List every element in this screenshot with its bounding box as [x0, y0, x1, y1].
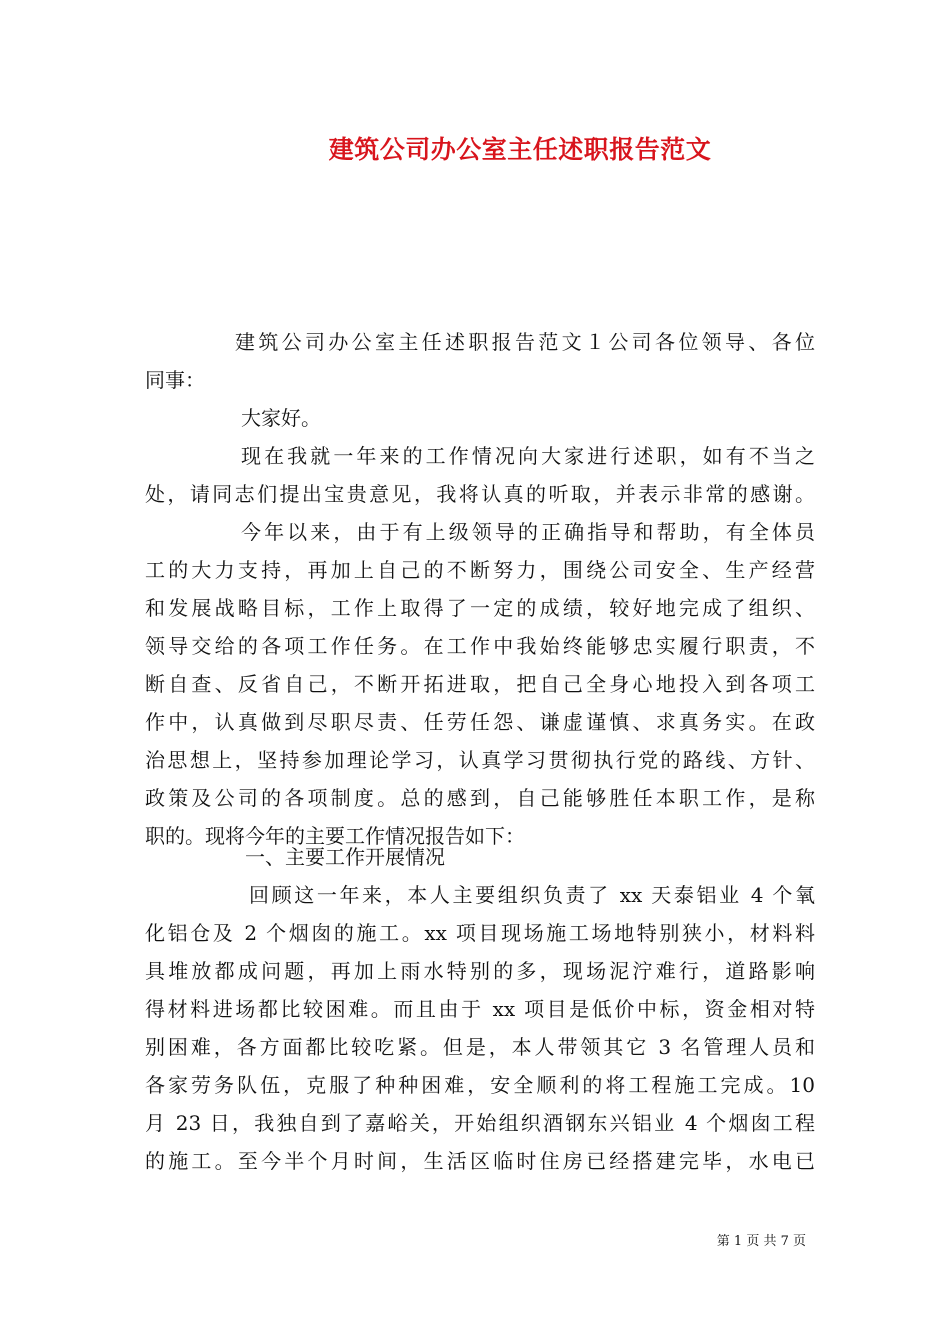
- paragraph-line: 领导交给的各项工作任务。在工作中我始终能够忠实履行职责，不: [145, 634, 815, 658]
- page-number: 第 1 页 共 7 页: [716, 1234, 806, 1249]
- paragraph-line: 作中，认真做到尽职尽责、任劳任怨、谦虚谨慎、求真务实。在政: [145, 710, 815, 734]
- paragraph-line: 职的。现将今年的主要工作情况报告如下：: [145, 824, 525, 848]
- paragraph-line: 化铝仓及 2 个烟囱的施工。xx 项目现场施工场地特别狭小，材料料: [145, 921, 815, 945]
- paragraph-line: 同事：: [145, 368, 205, 392]
- paragraph-line: 和发展战略目标，工作上取得了一定的成绩，较好地完成了组织、: [145, 596, 815, 620]
- paragraph-line: 现在我就一年来的工作情况向大家进行述职，如有不当之: [241, 444, 815, 468]
- paragraph-line: 各家劳务队伍，克服了种种困难，安全顺利的将工程施工完成。10: [145, 1073, 815, 1097]
- paragraph-line: 的施工。至今半个月时间，生活区临时住房已经搭建完毕，水电已: [145, 1149, 815, 1173]
- document-title: 建筑公司办公室主任述职报告范文: [328, 135, 712, 164]
- paragraph-line: 回顾这一年来，本人主要组织负责了 xx 天泰铝业 4 个氧: [249, 883, 815, 907]
- paragraph-line: 建筑公司办公室主任述职报告范文１公司各位领导、各位: [235, 330, 815, 354]
- paragraph-line: 治思想上，坚持参加理论学习，认真学习贯彻执行党的路线、方针、: [145, 748, 815, 772]
- paragraph-line: 断自查、反省自己，不断开拓进取，把自己全身心地投入到各项工: [145, 672, 815, 696]
- paragraph-line: 月 23 日，我独自到了嘉峪关，开始组织酒钢东兴铝业 4 个烟囱工程: [145, 1111, 815, 1135]
- paragraph-line: 具堆放都成问题，再加上雨水特别的多，现场泥泞难行，道路影响: [145, 959, 815, 983]
- paragraph-line: 今年以来，由于有上级领导的正确指导和帮助，有全体员: [241, 520, 815, 544]
- paragraph-line: 别困难，各方面都比较吃紧。但是，本人带领其它 3 名管理人员和: [145, 1035, 815, 1059]
- paragraph-line: 政策及公司的各项制度。总的感到，自己能够胜任本职工作，是称: [145, 786, 815, 810]
- paragraph-line: 大家好。: [241, 406, 321, 430]
- paragraph-line: 工的大力支持，再加上自己的不断努力，围绕公司安全、生产经营: [145, 558, 815, 582]
- paragraph-line: 处，请同志们提出宝贵意见，我将认真的听取，并表示非常的感谢。: [145, 482, 815, 506]
- paragraph-line: 得材料进场都比较困难。而且由于 xx 项目是低价中标，资金相对特: [145, 997, 815, 1021]
- section-heading: 一、主要工作开展情况: [245, 845, 445, 869]
